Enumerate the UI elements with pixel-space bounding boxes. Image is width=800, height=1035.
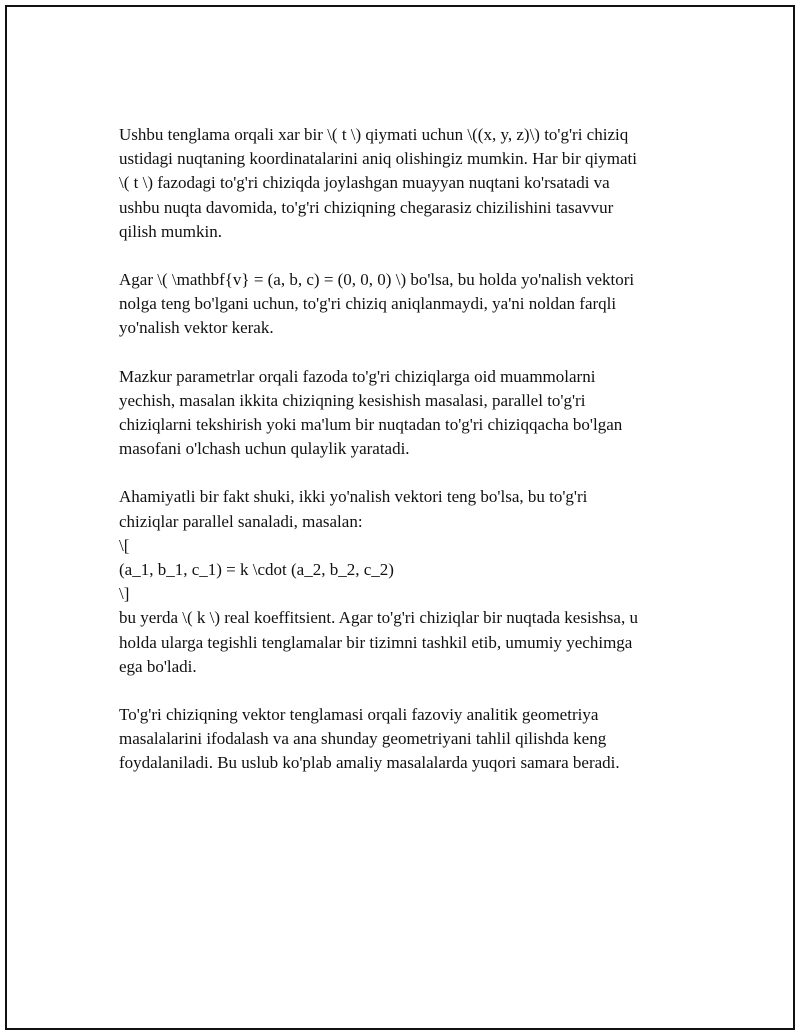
paragraph-5: To'g'ri chiziqning vektor tenglamasi orqali fazoviy analitik geometriya masalalarini ifodalash va ana shunday geometriyani tahlil qilishda keng foydalaniladi. Bu uslub ko'plab amaliy masalalarda yuqori samara beradi. [119, 705, 620, 773]
document-body [119, 123, 709, 800]
paragraph-3: Mazkur parametrlar orqali fazoda to'g'ri chiziqlarga oid muammolarni yechish, masalan ikkita chiziqning kesishish masalasi, parallel to'g'ri chiziqlarni tekshirish yoki ma'lum bir nuqtadan to'g'ri chiziqqacha bo'lgan masofani o'lchash uchun qulaylik yaratadi. [119, 366, 623, 459]
page-frame [5, 5, 795, 1030]
paragraph-1: Ushbu tenglama orqali xar bir \( t \) qiymati uchun \((x, y, z)\) to'g'ri chiziq ustidagi nuqtaning koordinatalarini aniq olishingiz mumkin. Har bir qiymati \( t \) fazodagi to'g'ri chiziqda joylashgan muayyan nuqtani ko'rsatadi va ushbu nuqta davomida, to'g'ri chiziqning chegarasiz chizilishini tasavvur qilish mumkin. [119, 125, 637, 241]
paragraph-2: Agar \( \mathbf{v} = (a, b, c) = (0, 0, 0) \) bo'lsa, bu holda yo'nalish vektori nolga teng bo'lgani uchun, to'g'ri chiziq aniqlanmaydi, ya'ni noldan farqli yo'nalish vektor kerak. [119, 270, 635, 338]
paragraph-4: Ahamiyatli bir fakt shuki, ikki yo'nalish vektori teng bo'lsa, bu to'g'ri chiziqlar parallel sanaladi, masalan: \[ (a_1, b_1, c_1) = k \cdot (a_2, b_2, c_2) \] bu yerda \( k \) real koeffitsient. Agar to'g'ri chiziqlar bir nuqtada kesishsa, u holda ularga tegishli tenglamalar bir tizimni tashkil etib, umumiy yechimga ega bo'ladi. [119, 487, 638, 676]
